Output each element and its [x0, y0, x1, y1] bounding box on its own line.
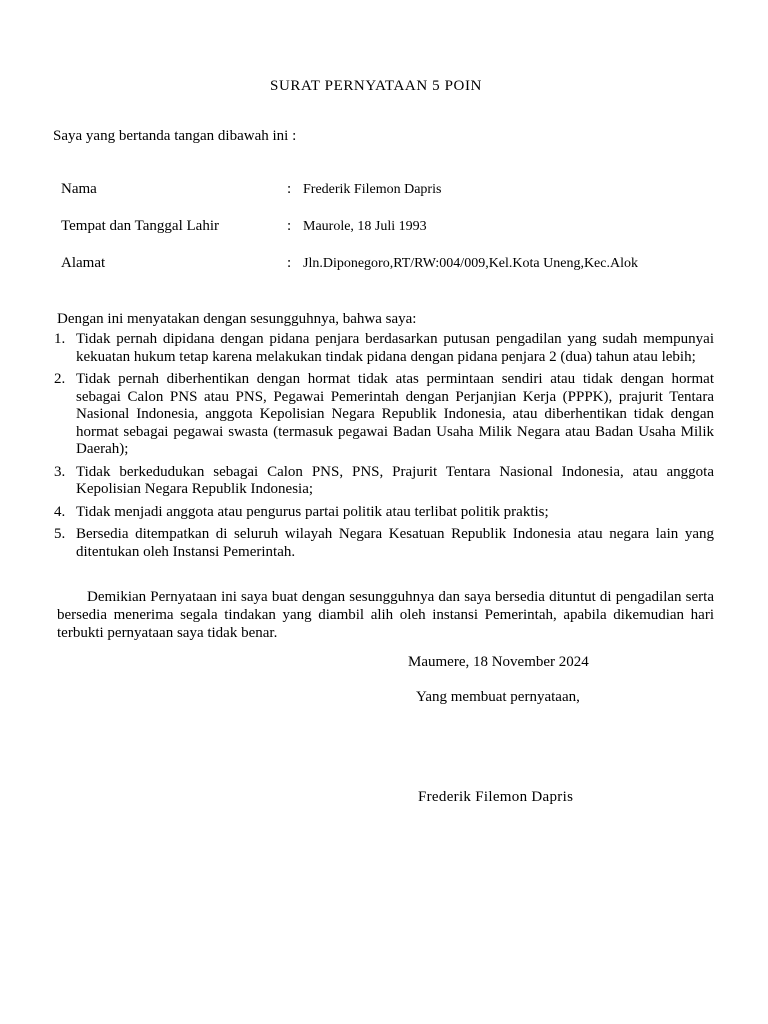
list-item-number: 2.: [54, 371, 66, 387]
identity-value: Frederik Filemon Dapris: [303, 182, 442, 197]
list-item-number: 3.: [54, 463, 66, 480]
place-date: Maumere, 18 November 2024: [408, 654, 589, 670]
list-item-text: Tidak pernah diberhentikan dengan hormat tidak atas permintaan sendiri atau tidak dengan hormat sebagai Calon PNS atau PNS, Pegawai Pemerintah dengan Perjanjian Kerja (PPPK), prajurit Tentara Nasional Indonesia, anggota Kepolisian Negara Republik Indonesia, atau diberhentikan tidak dengan hormat sebagai pegawai swasta (termasuk pegawai Badan Usaha Milik Negara atau Badan Usaha Milik Daerah);: [76, 371, 714, 457]
identity-label: Tempat dan Tanggal Lahir: [61, 218, 219, 234]
list-item: [54, 504, 714, 522]
identity-colon: :: [287, 218, 292, 234]
intro-text: Saya yang bertanda tangan dibawah ini :: [53, 128, 297, 144]
list-item-number: 4.: [54, 503, 66, 520]
identity-value: Jln.Diponegoro,RT/RW:004/009,Kel.Kota Uneng,Kec.Alok: [303, 256, 638, 271]
list-item-text: Tidak pernah dipidana dengan pidana penjara berdasarkan putusan pengadilan yang sudah mempunyai kekuatan hukum tetap karena melakukan tindak pidana dengan pidana penjara 2 (dua) tahun atau lebih;: [76, 331, 714, 365]
list-item: [54, 331, 714, 366]
identity-colon: :: [287, 255, 292, 271]
list-item: [54, 464, 714, 499]
list-item: [54, 371, 714, 459]
document-title: SURAT PERNYATAAN 5 POIN: [270, 78, 482, 94]
identity-colon: :: [287, 181, 292, 197]
identity-value: Maurole, 18 Juli 1993: [303, 219, 427, 234]
statement-intro: Dengan ini menyatakan dengan sesungguhnya, bahwa saya:: [57, 311, 417, 327]
list-item: [54, 526, 714, 561]
statement-list: [54, 331, 714, 566]
identity-label: Alamat: [61, 255, 106, 271]
list-item-text: Bersedia ditempatkan di seluruh wilayah Negara Kesatuan Republik Indonesia atau negara lain yang ditentukan oleh Instansi Pemerintah.: [76, 526, 714, 560]
closing-paragraph: Demikian Pernyataan ini saya buat dengan sesungguhnya dan saya bersedia dituntut di pengadilan serta bersedia menerima segala tindakan yang diambil alih oleh instansi Pemerintah, apabila dikemudian hari terbukti pernyataan saya tidak benar.: [57, 589, 714, 641]
signer-name: Frederik Filemon Dapris: [418, 789, 574, 805]
list-item-number: 1.: [54, 331, 66, 347]
list-item-number: 5.: [54, 526, 66, 542]
maker-label: Yang membuat pernyataan,: [416, 689, 580, 705]
identity-label: Nama: [61, 181, 97, 197]
list-item-text: Tidak menjadi anggota atau pengurus partai politik atau terlibat politik praktis;: [76, 503, 549, 520]
list-item-text: Tidak berkedudukan sebagai Calon PNS, PNS, Prajurit Tentara Nasional Indonesia, atau anggota Kepolisian Negara Republik Indonesia;: [76, 463, 714, 497]
